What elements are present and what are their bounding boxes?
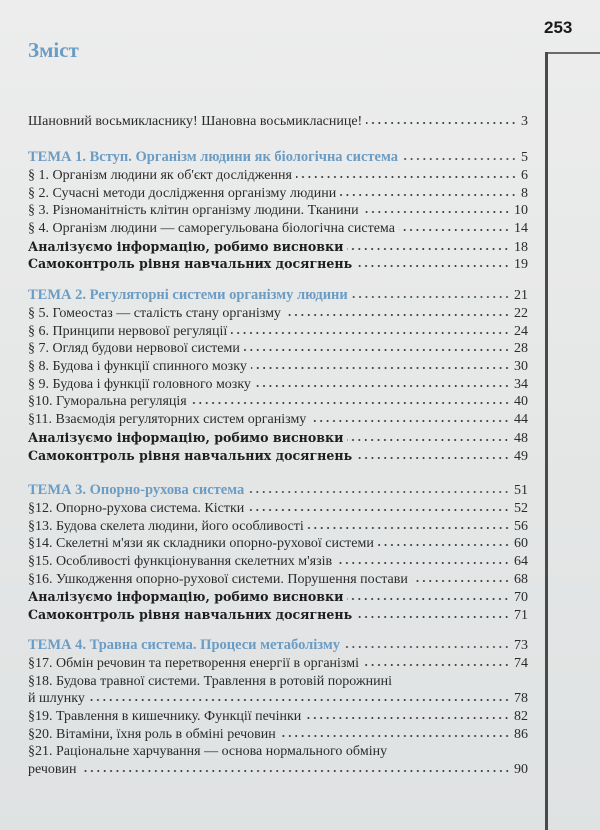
- topic-2-section: [28, 285, 528, 464]
- entry-page: 28: [514, 341, 528, 357]
- page-frame-top: [545, 52, 600, 54]
- toc-entry[interactable]: [28, 220, 528, 238]
- dot-leader: [248, 508, 510, 512]
- toc-entry[interactable]: [28, 393, 528, 411]
- dot-leader: [81, 769, 510, 773]
- toc-entry[interactable]: [28, 358, 528, 376]
- entry-text: §21. Раціональне харчування — основа нормального обміну: [28, 744, 388, 760]
- dot-leader: [340, 193, 517, 197]
- entry-page: 44: [514, 412, 528, 428]
- toc-entry-summary[interactable]: [28, 238, 528, 256]
- entry-page: 78: [514, 691, 528, 707]
- toc-entry[interactable]: [28, 411, 528, 429]
- entry-text: §12. Опорно-рухова система. Кістки: [28, 501, 245, 516]
- dot-leader: [285, 313, 510, 317]
- entry-page: 5: [521, 150, 528, 165]
- toc-entry[interactable]: [28, 571, 528, 589]
- toc-entry[interactable]: [28, 376, 528, 394]
- entry-page: 68: [514, 571, 528, 587]
- entry-page: 34: [514, 376, 528, 392]
- dot-leader: [251, 366, 510, 370]
- toc-entry[interactable]: [28, 167, 528, 185]
- topic-3-section: [28, 480, 528, 624]
- entry-text: § 2. Сучасні методи дослідження організму людини: [28, 185, 337, 201]
- toc-entry[interactable]: [28, 553, 528, 571]
- toc-entry-intro[interactable]: [28, 113, 528, 131]
- entry-text: §14. Скелетні м'язи як складники опорно-рухової системи: [28, 536, 374, 552]
- toc-entry[interactable]: [28, 655, 528, 673]
- entry-page: 74: [514, 656, 528, 671]
- entry-text: Шановний восьмикласнику! Шановна восьмикласнице!: [28, 114, 363, 129]
- toc-entry[interactable]: [28, 708, 528, 726]
- entry-page: 8: [521, 185, 528, 201]
- entry-text: Аналізуємо інформацію, робимо висновки: [28, 238, 344, 254]
- entry-text: § 6. Принципи нервової регуляції: [28, 323, 228, 339]
- intro-section: [28, 113, 528, 131]
- dot-leader: [347, 247, 510, 251]
- entry-page: 18: [514, 239, 528, 255]
- entry-text: § 1. Організм людини як об'єкт дослідження: [28, 168, 292, 183]
- toc-entry-summary[interactable]: [28, 429, 528, 447]
- page-number: 253: [544, 18, 573, 37]
- entry-text: §16. Ушкодження опорно-рухової системи. Порушення постави: [28, 571, 408, 587]
- dot-leader: [347, 597, 510, 601]
- dot-leader: [356, 456, 510, 460]
- entry-text: речовин: [28, 762, 77, 778]
- entry-page: 3: [521, 114, 528, 129]
- entry-page: 71: [514, 608, 528, 624]
- toc-entry[interactable]: [28, 673, 528, 691]
- entry-page: 90: [514, 762, 528, 778]
- topic-heading[interactable]: [28, 285, 528, 305]
- dot-leader: [336, 561, 510, 565]
- entry-text: ТЕМА 1. Вступ. Організм людини як біологічна система: [28, 149, 398, 165]
- entry-page: 82: [514, 709, 528, 725]
- dot-leader: [402, 157, 517, 161]
- toc-entry[interactable]: [28, 340, 528, 358]
- dot-leader: [248, 490, 510, 494]
- dot-leader: [255, 384, 510, 388]
- topic-4-section: [28, 635, 528, 779]
- entry-text: Самоконтроль рівня навчальних досягнень: [28, 607, 353, 623]
- page-frame-edge: [545, 52, 548, 830]
- dot-leader: [356, 615, 510, 619]
- toc-entry[interactable]: [28, 726, 528, 744]
- dot-leader: [244, 348, 510, 352]
- entry-page: 70: [514, 590, 528, 606]
- entry-text: ТЕМА 4. Травна система. Процеси метаболізму: [28, 637, 341, 653]
- entry-text: §20. Вітаміни, їхня роль в обміні речовин: [28, 726, 276, 742]
- entry-text: Самоконтроль рівня навчальних досягнень: [28, 256, 353, 272]
- dot-leader: [412, 579, 510, 583]
- dot-leader: [344, 645, 510, 649]
- entry-text: § 4. Організм людини — саморегульована біологічна система: [28, 221, 395, 237]
- dot-leader: [308, 526, 510, 530]
- page-title: Зміст: [28, 38, 79, 62]
- entry-page: 6: [521, 168, 528, 183]
- entry-page: 56: [514, 518, 528, 534]
- entry-text: §19. Травлення в кишечнику. Функції печінки: [28, 709, 302, 725]
- entry-page: 30: [514, 359, 528, 375]
- entry-page: 22: [514, 306, 528, 321]
- toc-entry[interactable]: [28, 518, 528, 536]
- topic-1-section: [28, 147, 528, 273]
- dot-leader: [296, 175, 517, 179]
- toc-entry[interactable]: [28, 185, 528, 203]
- entry-text: §10. Гуморальна регуляція: [28, 394, 187, 410]
- entry-text: ТЕМА 2. Регуляторні системи організму людини: [28, 287, 348, 303]
- toc-entry-summary[interactable]: [28, 447, 528, 465]
- dot-leader: [347, 438, 510, 442]
- dot-leader: [310, 419, 510, 423]
- entry-text: § 7. Огляд будови нервової системи: [28, 341, 240, 357]
- entry-text: §18. Будова травної системи. Травлення в ротовій порожнині: [28, 673, 392, 689]
- entry-page: 10: [514, 203, 528, 219]
- entry-page: 73: [514, 638, 528, 653]
- entry-page: 86: [514, 726, 528, 742]
- entry-page: 60: [514, 536, 528, 552]
- entry-text: ТЕМА 3. Опорно-рухова система: [28, 482, 245, 498]
- dot-leader: [280, 734, 510, 738]
- dot-leader: [305, 716, 510, 720]
- toc-entry[interactable]: [28, 535, 528, 553]
- toc-entry-continued[interactable]: [28, 761, 528, 779]
- dot-leader: [89, 698, 510, 702]
- dot-leader: [399, 228, 510, 232]
- topic-heading[interactable]: [28, 147, 528, 167]
- entry-text: Аналізуємо інформацію, робимо висновки: [28, 429, 344, 445]
- entry-page: 51: [514, 483, 528, 498]
- dot-leader: [363, 663, 510, 667]
- topic-heading[interactable]: [28, 480, 528, 500]
- entry-text: §17. Обмін речовин та перетворення енергії в організмі: [28, 656, 360, 671]
- toc-entry[interactable]: [28, 323, 528, 341]
- entry-text: § 8. Будова і функції спинного мозку: [28, 359, 247, 375]
- entry-page: 40: [514, 394, 528, 410]
- entry-page: 64: [514, 554, 528, 570]
- entry-text: § 9. Будова і функції головного мозку: [28, 376, 251, 392]
- entry-text: й шлунку: [28, 691, 85, 707]
- entry-text: § 3. Різноманітність клітин організму людини. Тканини: [28, 203, 359, 219]
- topic-heading[interactable]: [28, 635, 528, 655]
- entry-page: 48: [514, 430, 528, 446]
- dot-leader: [191, 401, 510, 405]
- entry-text: Аналізуємо інформацію, робимо висновки: [28, 589, 344, 605]
- dot-leader: [356, 264, 510, 268]
- entry-text: § 5. Гомеостаз — сталість стану організму: [28, 306, 281, 321]
- dot-leader: [366, 121, 517, 125]
- entry-page: 19: [514, 257, 528, 273]
- entry-text: §11. Взаємодія регуляторних систем організму: [28, 412, 307, 428]
- entry-page: 21: [514, 288, 528, 303]
- dot-leader: [363, 210, 510, 214]
- dot-leader: [352, 295, 510, 299]
- entry-page: 24: [514, 323, 528, 339]
- entry-page: 52: [514, 501, 528, 516]
- entry-page: 14: [514, 221, 528, 237]
- toc-entry-summary[interactable]: [28, 255, 528, 273]
- toc-entry[interactable]: [28, 202, 528, 220]
- toc-entry-continued[interactable]: [28, 690, 528, 708]
- toc-entry-summary[interactable]: [28, 606, 528, 624]
- dot-leader: [378, 543, 510, 547]
- entry-text: §13. Будова скелета людини, його особливості: [28, 518, 304, 534]
- toc-entry[interactable]: [28, 743, 528, 761]
- toc-entry[interactable]: [28, 305, 528, 323]
- toc-entry[interactable]: [28, 500, 528, 518]
- entry-page: 49: [514, 448, 528, 464]
- dot-leader: [231, 331, 510, 335]
- toc-entry-summary[interactable]: [28, 588, 528, 606]
- entry-text: Самоконтроль рівня навчальних досягнень: [28, 447, 353, 463]
- entry-text: §15. Особливості функціонування скелетних м'язів: [28, 554, 333, 570]
